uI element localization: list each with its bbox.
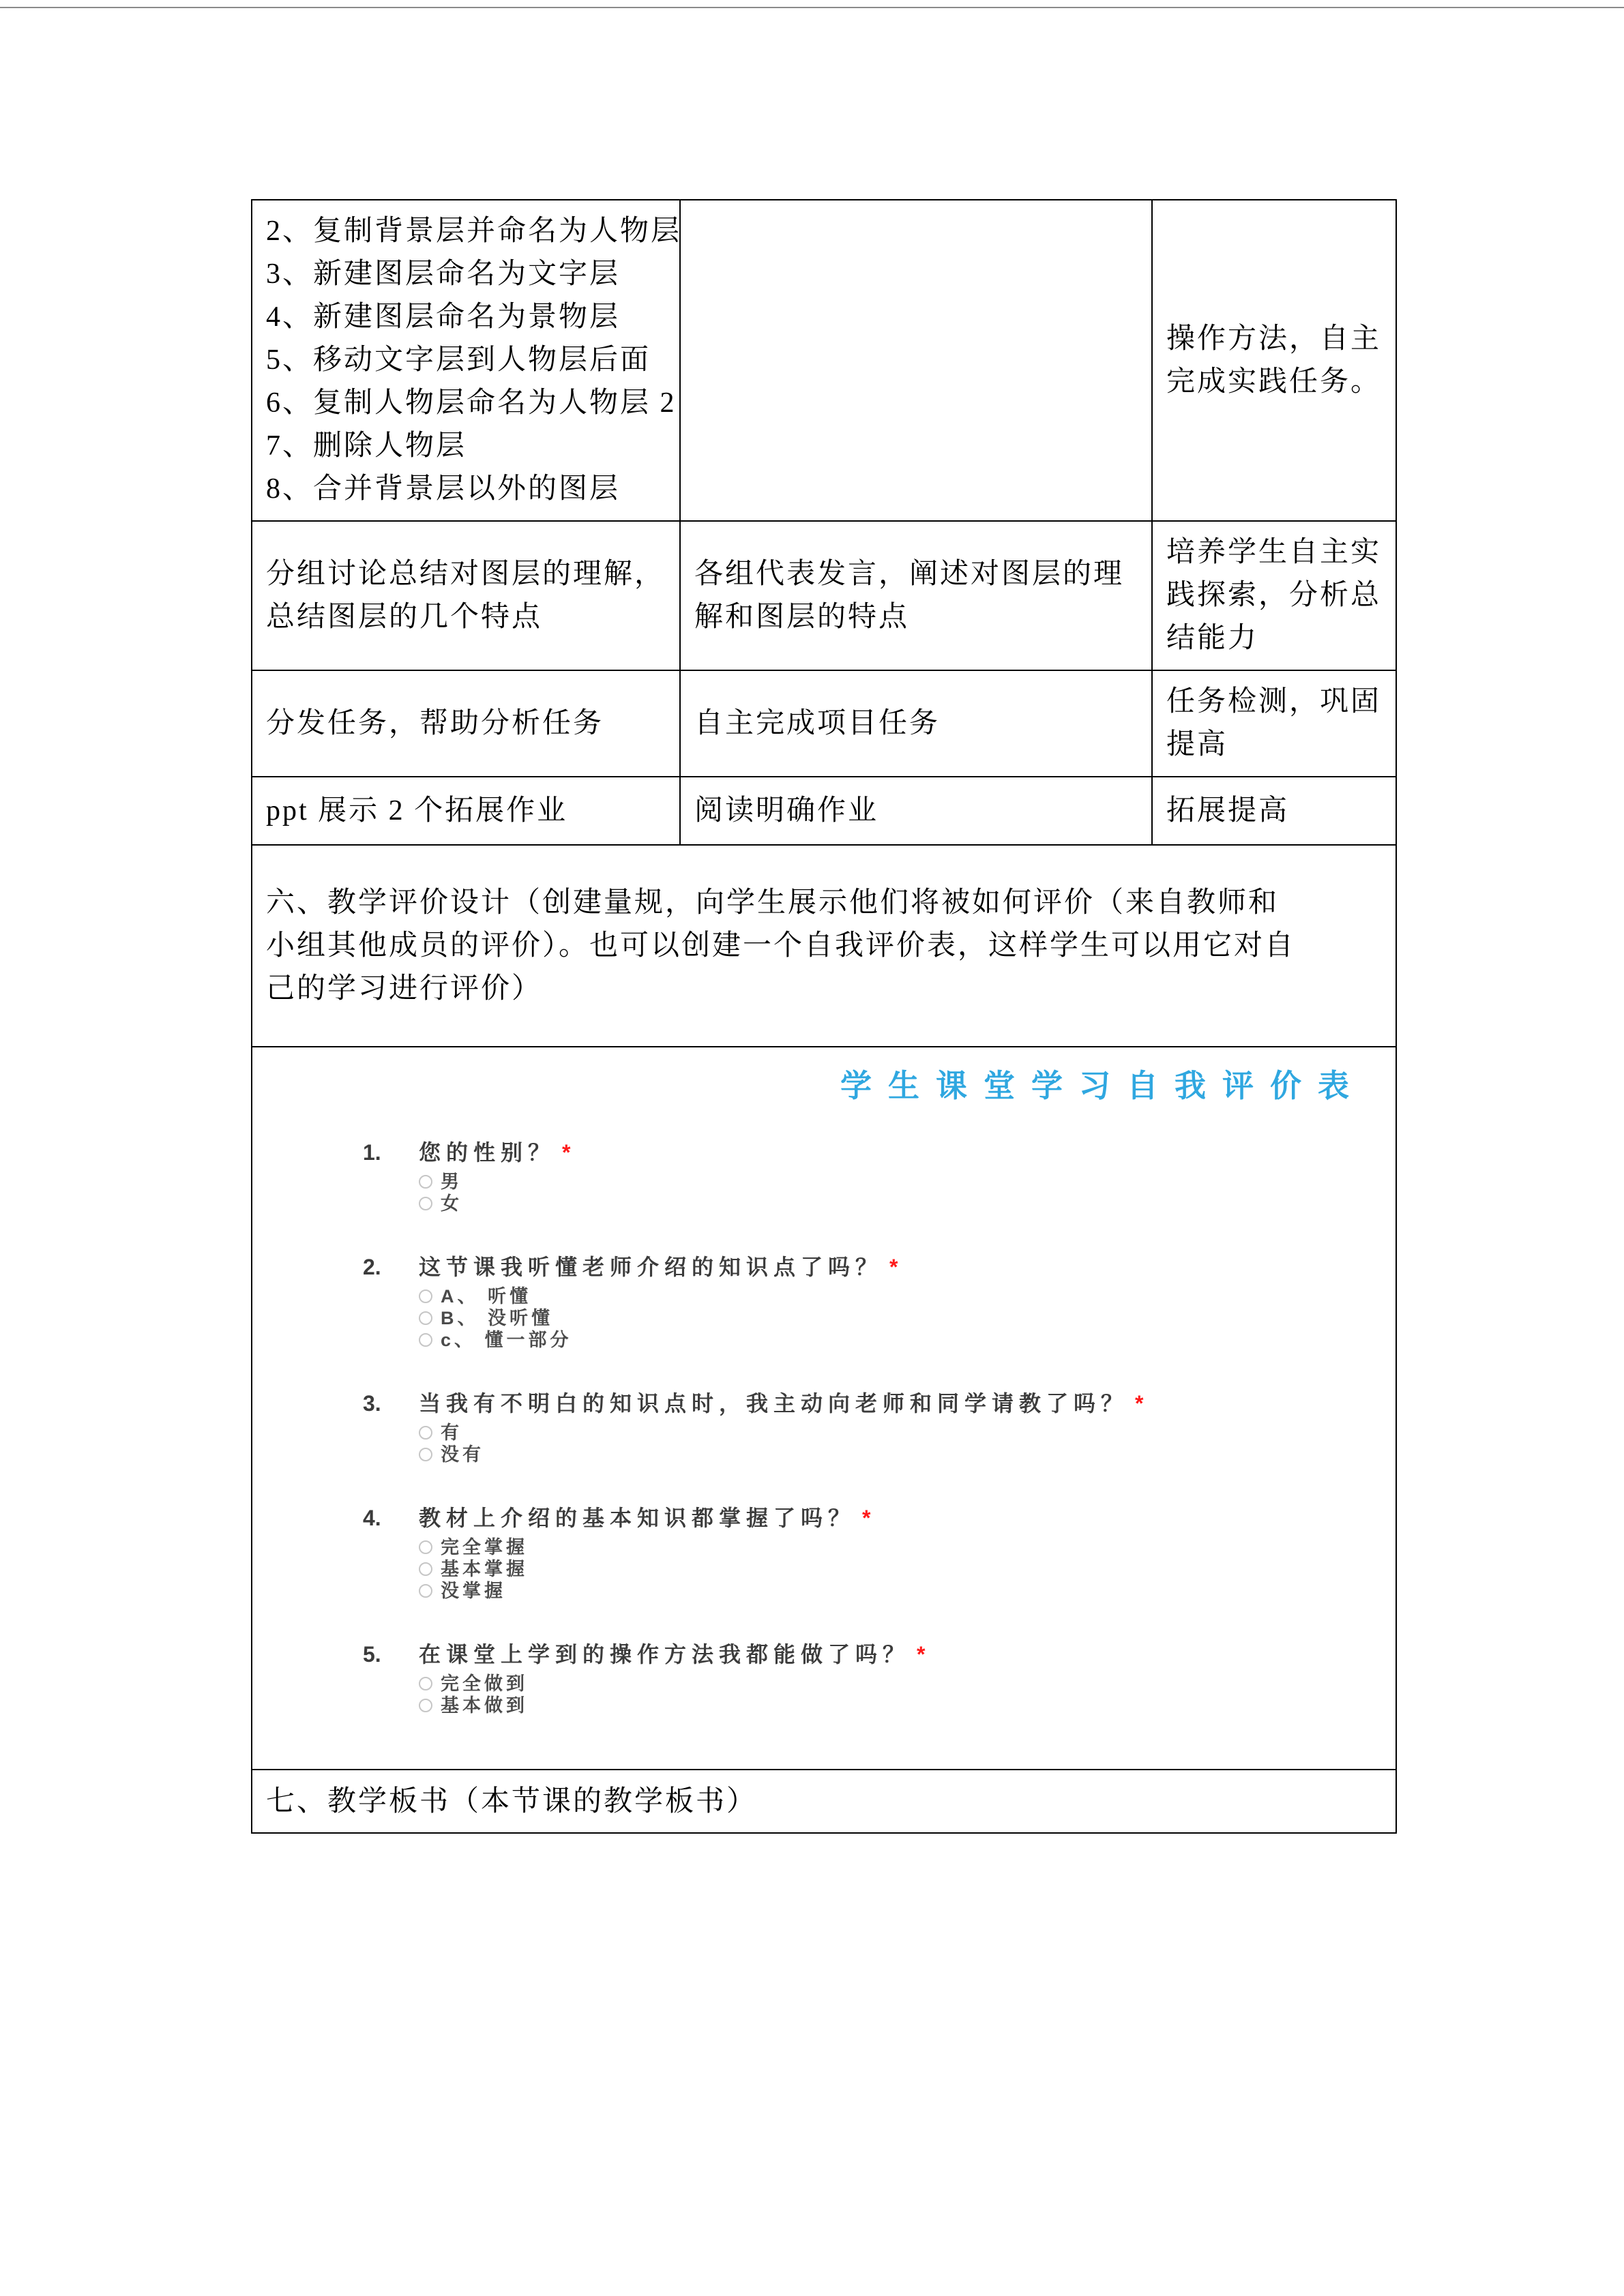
required-asterisk: * (562, 1140, 576, 1165)
option-label: 没有 (441, 1444, 484, 1465)
cell-student-activity: 阅读明确作业 (680, 777, 1152, 845)
table-row-section6 (252, 845, 1396, 1047)
cell-student-activity: 各组代表发言，阐述对图层的理解和图层的特点 (680, 521, 1152, 670)
radio-icon (419, 1584, 432, 1598)
required-asterisk: * (917, 1642, 931, 1667)
cell-teacher-activity: 分组讨论总结对图层的理解，总结图层的几个特点 (252, 521, 680, 670)
survey-question-1 (363, 1139, 1382, 1214)
option-label: B、 没听懂 (441, 1308, 553, 1328)
radio-icon (419, 1289, 432, 1303)
step-line: 8、合并背景层以外的图层 (266, 473, 621, 505)
required-asterisk: * (862, 1506, 876, 1530)
question-number: 2. (363, 1255, 381, 1279)
cell-teacher-activity: ppt 展示 2 个拓展作业 (252, 777, 680, 845)
radio-icon (419, 1540, 432, 1554)
option-row (363, 1581, 1382, 1601)
radio-icon (419, 1333, 432, 1347)
option-row (363, 1422, 1382, 1443)
option-row (363, 1559, 1382, 1579)
option-row (363, 1308, 1382, 1328)
survey-question-5 (363, 1641, 1382, 1716)
question-line (363, 1504, 1382, 1532)
radio-icon (419, 1448, 432, 1461)
required-asterisk: * (889, 1255, 904, 1279)
question-line (363, 1641, 1382, 1668)
survey-title: 学生课堂学习自我评价表 (840, 1068, 1365, 1103)
step-line: 2、复制背景层并命名为人物层 (266, 215, 682, 247)
table-row-survey (252, 1047, 1396, 1770)
radio-icon (419, 1677, 432, 1690)
radio-icon (419, 1426, 432, 1440)
step-line: 6、复制人物层命名为人物层 2 (266, 387, 677, 419)
section6-line: 小组其他成员的评价）。也可以创建一个自我评价表，这样学生可以用它对自 (266, 929, 1296, 961)
question-number: 1. (363, 1140, 381, 1165)
page-top-edge (0, 7, 1624, 8)
radio-icon (419, 1197, 432, 1210)
option-label: A、 听懂 (441, 1286, 531, 1307)
cell-empty (680, 200, 1152, 521)
cell-student-activity: 自主完成项目任务 (680, 670, 1152, 777)
cell-intent-note: 任务检测，巩固提高 (1152, 670, 1396, 777)
option-label: 男 (441, 1172, 462, 1192)
table-row-task (252, 670, 1396, 777)
question-text: 您的性别？ (419, 1140, 556, 1165)
required-asterisk: * (1135, 1391, 1149, 1416)
option-row (363, 1673, 1382, 1694)
question-text: 当我有不明白的知识点时，我主动向老师和同学请教了吗？ (419, 1391, 1129, 1416)
table-row-section7 (252, 1770, 1396, 1833)
option-label: 完全掌握 (441, 1537, 528, 1557)
option-row (363, 1330, 1382, 1350)
option-row (363, 1537, 1382, 1557)
step-line: 3、新建图层命名为文字层 (266, 258, 621, 290)
table-row-homework (252, 777, 1396, 845)
option-label: 基本掌握 (441, 1559, 528, 1579)
section6-line: 己的学习进行评价） (266, 972, 543, 1004)
question-number: 5. (363, 1642, 381, 1667)
lesson-plan-table (251, 199, 1397, 1834)
cell-intent-note: 培养学生自主实践探索，分析总结能力 (1152, 521, 1396, 670)
survey-screenshot (363, 1068, 1382, 1716)
question-line (363, 1139, 1382, 1166)
option-label: 有 (441, 1422, 462, 1443)
question-line (363, 1253, 1382, 1281)
cell-teacher-activity: 分发任务，帮助分析任务 (252, 670, 680, 777)
question-line (363, 1390, 1382, 1417)
question-number: 3. (363, 1391, 381, 1416)
survey-question-2 (363, 1253, 1382, 1350)
table-row-discussion (252, 521, 1396, 670)
table-row-steps (252, 200, 1396, 521)
cell-teacher-steps (252, 200, 680, 521)
option-label: 完全做到 (441, 1673, 528, 1694)
radio-icon (419, 1562, 432, 1576)
question-text: 教材上介绍的基本知识都掌握了吗？ (419, 1506, 856, 1530)
cell-intent-note: 操作方法，自主完成实践任务。 (1152, 200, 1396, 521)
section7-heading: 七、教学板书（本节课的教学板书） (252, 1770, 1396, 1833)
step-line: 5、移动文字层到人物层后面 (266, 344, 651, 376)
cell-intent-note: 拓展提高 (1152, 777, 1396, 845)
section6-line: 六、教学评价设计（创建量规，向学生展示他们将被如何评价（来自教师和 (266, 886, 1280, 919)
option-row (363, 1172, 1382, 1192)
survey-question-4 (363, 1504, 1382, 1601)
cell-survey-image (252, 1047, 1396, 1770)
question-text: 这节课我听懂老师介绍的知识点了吗？ (419, 1255, 883, 1279)
option-label: c、 懂一部分 (441, 1330, 572, 1350)
option-row (363, 1695, 1382, 1716)
radio-icon (419, 1699, 432, 1712)
option-row (363, 1286, 1382, 1307)
option-label: 没掌握 (441, 1581, 506, 1601)
step-line: 7、删除人物层 (266, 430, 467, 462)
option-label: 女 (441, 1193, 462, 1214)
question-number: 4. (363, 1506, 381, 1530)
option-row (363, 1193, 1382, 1214)
survey-question-3 (363, 1390, 1382, 1465)
step-line: 4、新建图层命名为景物层 (266, 301, 621, 333)
section6-heading (252, 845, 1396, 1047)
radio-icon (419, 1175, 432, 1189)
option-label: 基本做到 (441, 1695, 528, 1716)
question-text: 在课堂上学到的操作方法我都能做了吗？ (419, 1642, 911, 1667)
radio-icon (419, 1311, 432, 1325)
option-row (363, 1444, 1382, 1465)
